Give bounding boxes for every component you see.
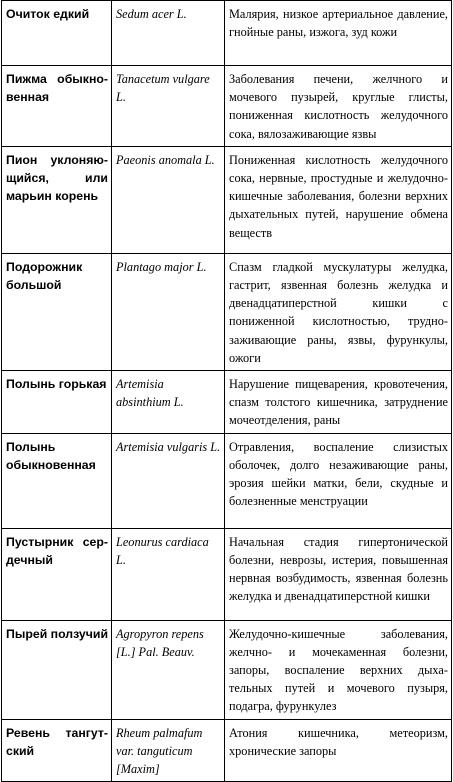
plant-name: Пижма обыкновенная (2, 66, 112, 147)
plant-name: Полынь горькая (2, 371, 112, 434)
latin-name: Rheum palmafum var. tanguticum [Maxim] (112, 719, 225, 782)
plant-name: Пустырник сердечный (2, 528, 112, 620)
table-row (2, 433, 452, 528)
table-row (2, 620, 452, 719)
latin-name: Paeonis anomala L. (112, 146, 225, 253)
indications: Спазм гладкой мускулатуры желудка, гастрит, язвенная болезнь желудка и двенадцатиперстной кишки с пониженной кислотностью, труднозаживающие раны, язвы, фурункулы, ожоги (225, 253, 452, 370)
indications: Пониженная кислотность желудочного сока, нервные, простудные и желудочно-кишечные заболевания, болезни верхних дыхательных путей, нарушение обмена веществ (225, 146, 452, 253)
indications: Атония кишечника, метеоризм, хронические запоры (225, 719, 452, 782)
latin-name: Tanacetum vulgare L. (112, 66, 225, 147)
table-row (2, 371, 452, 434)
plant-name: Полынь обыкновенная (2, 433, 112, 528)
latin-name: Sedum acer L. (112, 1, 225, 66)
plant-name: Ревень тангутский (2, 719, 112, 782)
herbs-table (1, 0, 452, 782)
latin-name: Artemisia vulgaris L. (112, 433, 225, 528)
table-row (2, 1, 452, 66)
plant-name: Подорожник большой (2, 253, 112, 370)
latin-name: Plantago major L. (112, 253, 225, 370)
latin-name: Leonurus cardiaca L. (112, 528, 225, 620)
table-row (2, 146, 452, 253)
table-row (2, 528, 452, 620)
indications: Отравления, воспаление слизистых оболочек, долго незаживающие раны, эрозия шейки матки, бели, скудные и болезненные менструации (225, 433, 452, 528)
indications: Малярия, низкое артериальное давление, гнойные раны, изжога, зуд кожи (225, 1, 452, 66)
latin-name: Artemisia absinthium L. (112, 371, 225, 434)
indications: Нарушение пищеварения, кровотечения, спазм толстого кишечника, затруднение мочеотделения, раны (225, 371, 452, 434)
indications: Желудочно-кишечные заболевания, желчно- и мочекаменная болезни, запоры, воспаление верхних дыхательных путей и мочевого пузыря, подагра, фурункулез (225, 620, 452, 719)
latin-name: Agropyron repens [L.] Pal. Beauv. (112, 620, 225, 719)
plant-name: Пырей ползучий (2, 620, 112, 719)
table-row (2, 66, 452, 147)
table-row (2, 719, 452, 782)
table-row (2, 253, 452, 370)
indications: Начальная стадия гипертонической болезни, неврозы, истерия, повышенная нервная возбудимость, язвенная болезнь желудка и двенадцатиперстной кишки (225, 528, 452, 620)
plant-name: Очиток едкий (2, 1, 112, 66)
indications: Заболевания печени, желчного и мочевого пузырей, круглые глисты, пониженная кислотность желудочного сока, вялозаживающие язвы (225, 66, 452, 147)
plant-name: Пион уклоняющийся, или марьин корень (2, 146, 112, 253)
